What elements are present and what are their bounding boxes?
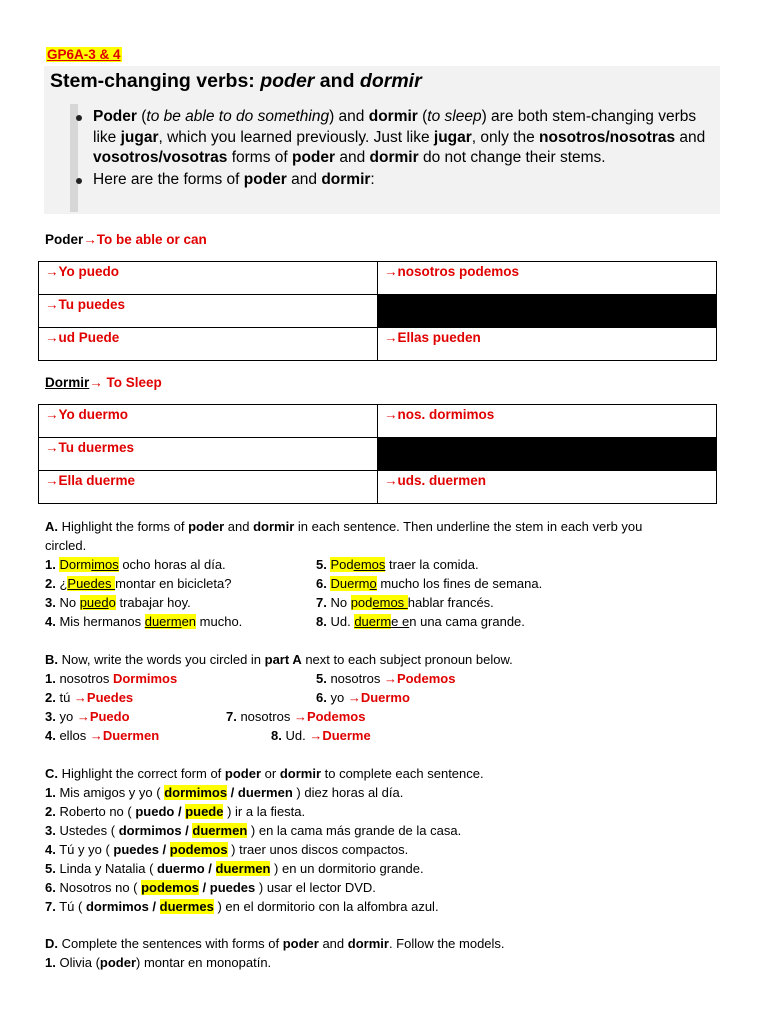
part-c-sentence-1: 1. Mis amigos y yo ( dormimos / duermen ) diez horas al día. (45, 785, 404, 800)
table-cell: →Yo puedo (39, 262, 378, 295)
grammar-bullet-2: Here are the forms of poder and dormir: (76, 170, 716, 191)
dormir-table (38, 404, 717, 504)
table-row (39, 471, 717, 504)
redacted-cell (378, 438, 717, 471)
table-cell: →Yo duermo (39, 405, 378, 438)
table-cell: →nos. dormimos (378, 405, 717, 438)
part-a-sentence-3: 3. No puedo trabajar hoy. (45, 595, 191, 610)
part-a-sentence-6: 6. Duermo mucho los fines de semana. (316, 576, 543, 591)
table-row (39, 405, 717, 438)
table-cell: →nosotros podemos (378, 262, 717, 295)
part-d-sentence-1: 1. Olivia (poder) montar en monopatín. (45, 955, 272, 970)
part-b-instruction: B. Now, write the words you circled in part A next to each subject pronoun below. (45, 652, 513, 667)
table-cell: →Tu duermes (39, 438, 378, 471)
table-cell: →Tu puedes (39, 295, 378, 328)
grammar-bullets (76, 107, 716, 190)
table-row (39, 438, 717, 471)
part-c-sentence-3: 3. Ustedes ( dormimos / duermen ) en la cama más grande de la casa. (45, 823, 462, 838)
part-b-item-5: 5. nosotros →Podemos (316, 671, 456, 686)
grammar-title: Stem-changing verbs: poder and dormir (50, 70, 422, 92)
part-c-sentence-7: 7. Tú ( dormimos / duermes ) en el dormitorio con la alfombra azul. (45, 899, 439, 914)
poder-table (38, 261, 717, 361)
part-b-item-2: 2. tú →Puedes (45, 690, 134, 705)
part-b-item-3: 3. yo →Puedo (45, 709, 130, 724)
part-c-sentence-2: 2. Roberto no ( puedo / puede ) ir a la fiesta. (45, 804, 306, 819)
part-b-item-4: 4. ellos →Duermen (45, 728, 160, 743)
part-c-sentence-6: 6. Nosotros no ( podemos / puedes ) usar el lector DVD. (45, 880, 376, 895)
part-b-item-6: 6. yo →Duermo (316, 690, 410, 705)
part-a-sentence-4: 4. Mis hermanos duermen mucho. (45, 614, 243, 629)
dormir-heading: Dormir→ To Sleep (45, 375, 162, 390)
part-b-item-1: 1. nosotros Dormimos (45, 671, 178, 686)
part-a-sentence-5: 5. Podemos traer la comida. (316, 557, 479, 572)
part-d-instruction: D. Complete the sentences with forms of poder and dormir. Follow the models. (45, 936, 505, 951)
part-a-sentence-1: 1. Dormimos ocho horas al día. (45, 557, 226, 572)
table-cell: →Ella duerme (39, 471, 378, 504)
part-a-sentence-2: 2. ¿Puedes montar en bicicleta? (45, 576, 232, 591)
part-c-sentence-5: 5. Linda y Natalia ( duermo / duermen ) en un dormitorio grande. (45, 861, 424, 876)
part-a-sentence-8: 8. Ud. duerme en una cama grande. (316, 614, 525, 629)
grammar-bullet-1: Poder (to be able to do something) and dormir (to sleep) are both stem-changing verbs like jugar, which you learned previously. Just like jugar, only the nosotros/nosotras and vosotros/vosotras forms of poder and dormir do not change their stems. (76, 107, 716, 169)
part-c-instruction: C. Highlight the correct form of poder or dormir to complete each sentence. (45, 766, 484, 781)
redacted-cell (378, 295, 717, 328)
table-cell: →uds. duermen (378, 471, 717, 504)
part-a-instruction: A. Highlight the forms of poder and dormir in each sentence. Then underline the stem in each verb you (45, 519, 643, 534)
poder-heading: Poder→To be able or can (45, 232, 207, 247)
table-row (39, 328, 717, 361)
part-b-item-8: 8. Ud. →Duerme (271, 728, 371, 743)
part-b-item-7: 7. nosotros →Podemos (226, 709, 366, 724)
part-a-instruction-cont: circled. (45, 538, 87, 553)
table-row (39, 295, 717, 328)
worksheet-code: GP6A-3 & 4 (47, 47, 121, 62)
table-row (39, 262, 717, 295)
part-c-sentence-4: 4. Tú y yo ( puedes / podemos ) traer unos discos compactos. (45, 842, 409, 857)
table-cell: →ud Puede (39, 328, 378, 361)
table-cell: →Ellas pueden (378, 328, 717, 361)
part-a-sentence-7: 7. No podemos hablar francés. (316, 595, 494, 610)
